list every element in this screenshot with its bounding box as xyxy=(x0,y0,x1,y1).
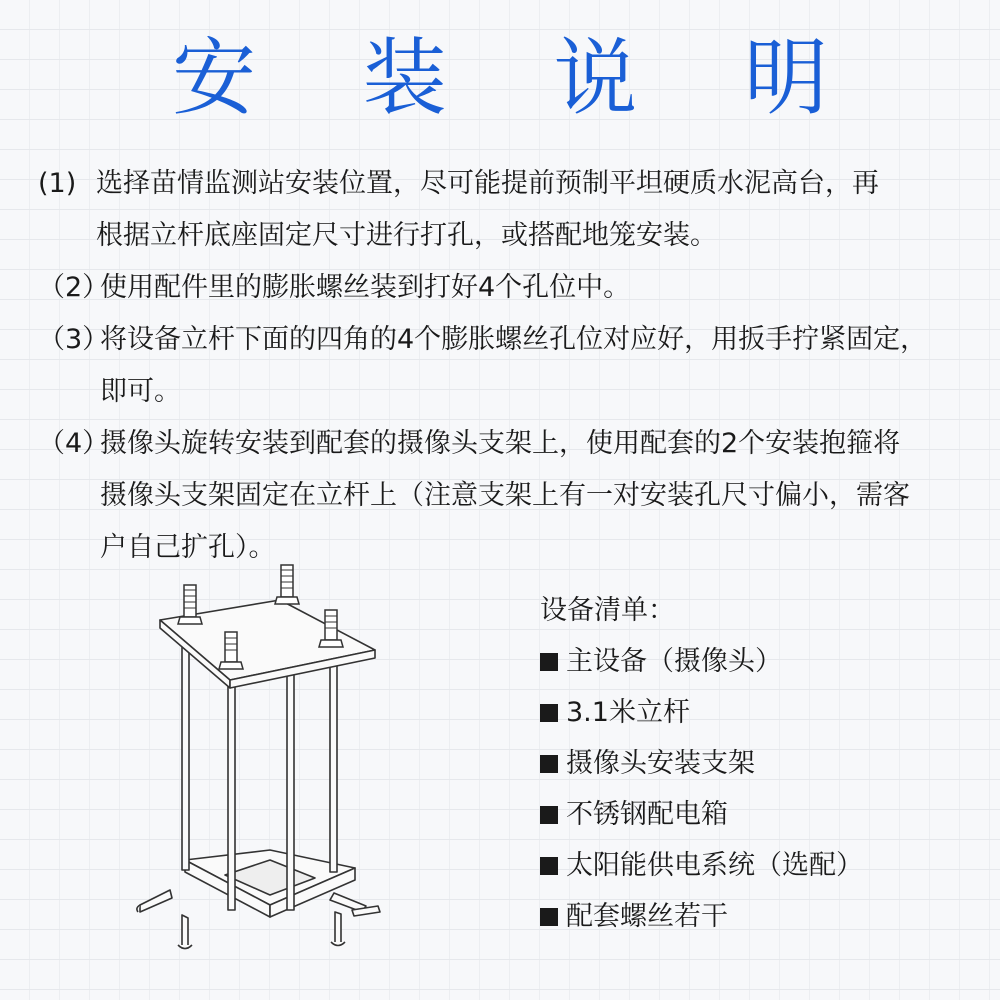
list-item xyxy=(540,687,863,738)
list-item-label: 3.1米立杆 xyxy=(566,697,690,728)
list-item xyxy=(540,789,863,840)
step-line: 摄像头旋转安装到配套的摄像头支架上，使用配套的2个安装抱箍将 xyxy=(100,428,901,459)
step-4 xyxy=(38,418,978,574)
step-text xyxy=(100,262,978,314)
square-bullet-icon xyxy=(540,857,558,875)
step-number: （3） xyxy=(38,324,110,355)
step-line: 使用配件里的膨胀螺丝装到打好4个孔位中。 xyxy=(100,272,631,303)
ground-cage-anchor-icon xyxy=(130,560,410,960)
list-item-label: 摄像头安装支架 xyxy=(566,748,755,779)
step-number: （2） xyxy=(38,272,110,303)
step-line: 将设备立杆下面的四角的4个膨胀螺丝孔位对应好，用扳手拧紧固定， xyxy=(100,324,928,355)
step-text xyxy=(100,314,978,418)
list-item-label: 主设备（摄像头） xyxy=(566,646,782,677)
step-line: 根据立杆底座固定尺寸进行打孔，或搭配地笼安装。 xyxy=(96,220,717,251)
step-number: （4） xyxy=(38,428,110,459)
step-text xyxy=(100,418,978,574)
list-item xyxy=(540,891,863,942)
square-bullet-icon xyxy=(540,908,558,926)
list-item-label: 太阳能供电系统（选配） xyxy=(566,850,863,881)
square-bullet-icon xyxy=(540,653,558,671)
list-item xyxy=(540,840,863,891)
equipment-list xyxy=(540,585,863,942)
step-text xyxy=(96,158,978,262)
step-2 xyxy=(38,262,978,314)
list-item-label: 配套螺丝若干 xyxy=(566,901,728,932)
list-item xyxy=(540,738,863,789)
equipment-heading: 设备清单： xyxy=(540,595,675,626)
square-bullet-icon xyxy=(540,806,558,824)
step-3 xyxy=(38,314,978,418)
square-bullet-icon xyxy=(540,704,558,722)
list-item xyxy=(540,636,863,687)
square-bullet-icon xyxy=(540,755,558,773)
step-line: 即可。 xyxy=(100,376,181,407)
step-line: 摄像头支架固定在立杆上（注意支架上有一对安装孔尺寸偏小，需客 xyxy=(100,480,910,511)
page-title: 安 装 说 明 xyxy=(171,29,869,127)
list-item-label: 不锈钢配电箱 xyxy=(566,799,728,830)
installation-steps xyxy=(38,158,978,574)
step-line: 户自己扩孔）。 xyxy=(100,532,276,563)
step-line: 选择苗情监测站安装位置，尽可能提前预制平坦硬质水泥高台，再 xyxy=(96,168,879,199)
step-1 xyxy=(38,158,978,262)
step-number: (1) xyxy=(38,168,77,199)
